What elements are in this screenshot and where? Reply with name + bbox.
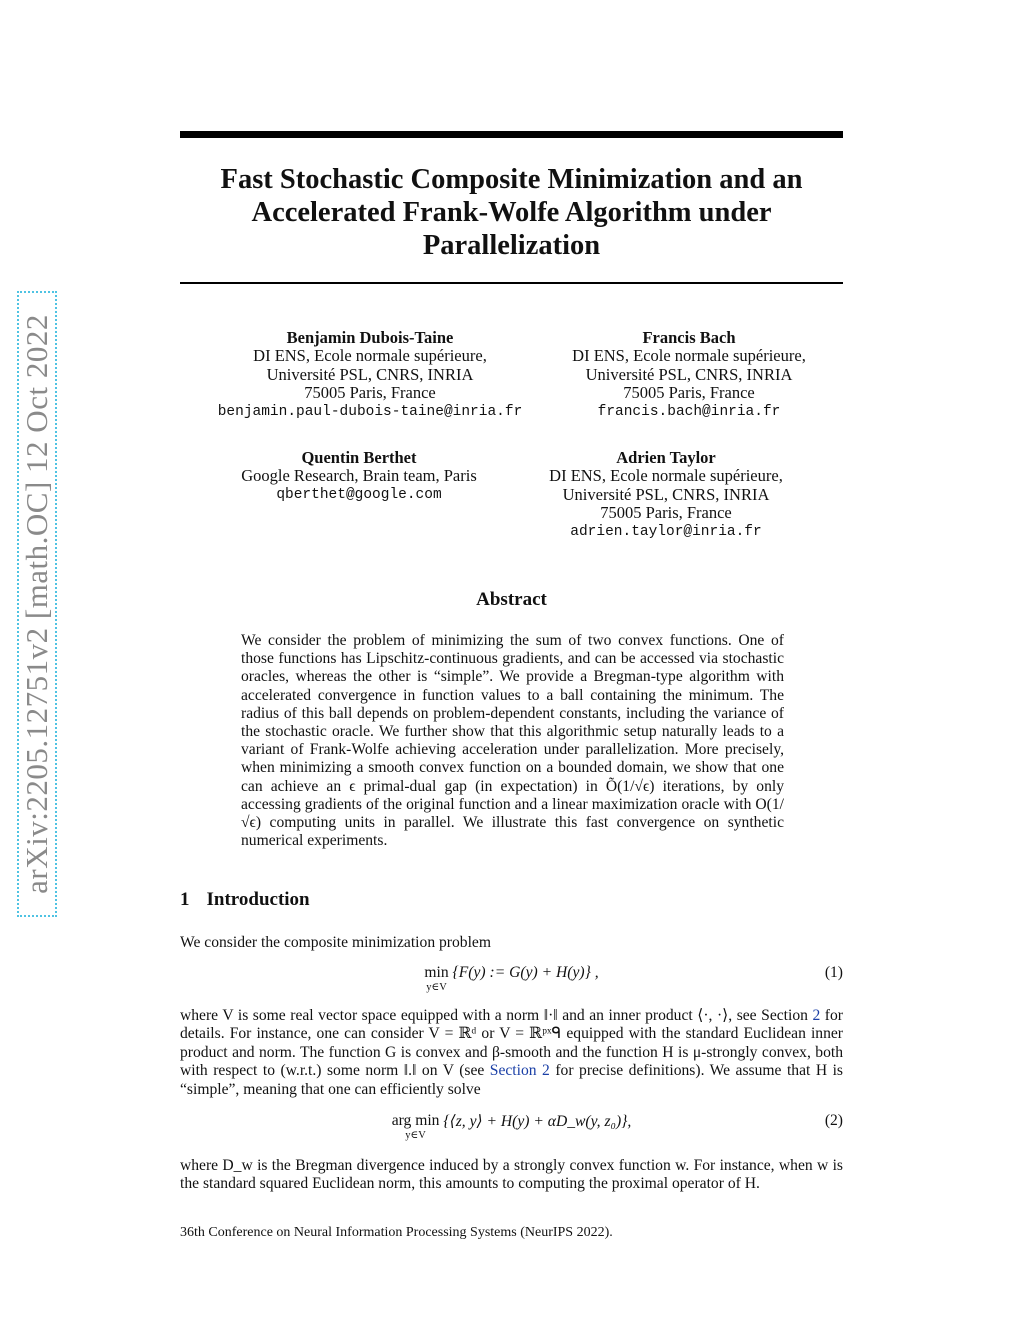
title-top-rule — [180, 131, 843, 138]
author-affiliation: DI ENS, Ecole normale supérieure, — [549, 466, 783, 486]
equation-body — [180, 964, 843, 993]
operator-subscript: y∈V — [426, 982, 447, 993]
author-name: Quentin Berthet — [301, 448, 417, 467]
section-number: 1 — [180, 889, 190, 910]
operator-label: arg min — [391, 1112, 440, 1129]
conference-footnote: 36th Conference on Neural Information Processing Systems (NeurIPS 2022). — [180, 1225, 613, 1240]
author-affiliation: Université PSL, CNRS, INRIA — [562, 484, 770, 504]
author-block — [559, 329, 819, 421]
author-affiliation: DI ENS, Ecole normale supérieure, — [253, 346, 487, 366]
author-affiliation: 75005 Paris, France — [623, 383, 755, 403]
author-affiliation: Université PSL, CNRS, INRIA — [585, 364, 793, 384]
paragraph-text: for details. For instance, one can consider V = ℝᵈ or V = ℝᵖˣᑫ equipped with the standard Euclidean inner product and norm. The function G is convex and β-smooth and the function H is μ-strongly convex, both with respect to (w.r.t.) some norm ‖.‖ on V (see — [180, 1007, 843, 1080]
author-email[interactable]: adrien.taylor@inria.fr — [570, 523, 762, 540]
section-link[interactable]: Section 2 — [489, 1062, 550, 1080]
author-email[interactable]: qberthet@google.com — [276, 486, 442, 503]
author-affiliation: DI ENS, Ecole normale supérieure, — [572, 346, 806, 366]
intro-paragraph: where D_w is the Bregman divergence induced by a strongly convex function w. For instance, when w is the standard squared Euclidean norm, this amounts to computing the proximal operator of H. — [180, 1157, 843, 1193]
equation-2 — [180, 1112, 843, 1146]
equation-operator — [392, 1112, 440, 1141]
intro-paragraph — [180, 1007, 843, 1099]
equation-expression: {F(y) := G(y) + H(y)} , — [452, 964, 599, 981]
operator-label: min — [424, 964, 449, 981]
equation-number: (1) — [824, 964, 843, 981]
paper-title: Fast Stochastic Composite Minimization and an Accelerated Frank-Wolfe Algorithm under Parallelization — [220, 164, 803, 261]
author-affiliation: 75005 Paris, France — [600, 503, 732, 523]
arxiv-identifier-stamp: arXiv:2205.12751v2 [math.OC] 12 Oct 2022 — [17, 291, 57, 917]
author-name: Benjamin Dubois-Taine — [286, 328, 454, 347]
author-block — [219, 449, 499, 504]
section-title: Introduction — [206, 889, 310, 910]
section-heading — [180, 889, 310, 911]
author-block — [536, 449, 796, 541]
intro-paragraph: We consider the composite minimization problem — [180, 934, 491, 951]
paragraph-text: where V is some real vector space equipped with a norm ‖·‖ and an inner product ⟨·, ·⟩, see Section — [180, 1007, 813, 1024]
author-affiliation: 75005 Paris, France — [304, 383, 436, 403]
equation-expression: {⟨z, y⟩ + H(y) + αD_w(y, z₀)}, — [443, 1113, 632, 1130]
author-block — [200, 329, 540, 421]
operator-subscript: y∈V — [405, 1130, 426, 1141]
section-link[interactable]: 2 — [812, 1007, 821, 1024]
equation-operator — [424, 964, 448, 993]
author-name: Adrien Taylor — [616, 448, 716, 467]
author-affiliation: Université PSL, CNRS, INRIA — [266, 364, 474, 384]
equation-1 — [180, 964, 843, 998]
abstract-text: We consider the problem of minimizing the sum of two convex functions. One of those functions has Lipschitz-continuous gradients, and can be accessed via stochastic oracles, whereas the other is “simple”. We provide a Bregman-type algorithm with accelerated convergence in function values to a ball containing the minimum. The radius of this ball depends on problem-dependent constants, including the variance of the stochastic oracle. We further show that this algorithmic setup naturally leads to a variant of Frank-Wolfe achieving acceleration under parallelization. More precisely, when minimizing a smooth convex function on a bounded domain, we show that one can achieve an ϵ primal-dual gap (in expectation) in Õ(1/√ϵ) iterations, by only accessing gradients of the original function and a linear maximization oracle with O(1/√ϵ) computing units in parallel. We illustrate this fast convergence on synthetic numerical experiments. — [241, 632, 784, 850]
author-email[interactable]: francis.bach@inria.fr — [597, 403, 781, 420]
author-affiliation: Google Research, Brain team, Paris — [241, 466, 477, 486]
equation-body — [180, 1112, 843, 1141]
title-bottom-rule — [180, 282, 843, 284]
paragraph-text: for precise definitions). We assume that H is “simple”, meaning that one can efficiently solve — [180, 1062, 843, 1098]
abstract-heading: Abstract — [476, 589, 547, 610]
equation-number: (2) — [824, 1112, 843, 1129]
author-name: Francis Bach — [642, 328, 736, 347]
author-email[interactable]: benjamin.paul-dubois-taine@inria.fr — [217, 403, 523, 420]
